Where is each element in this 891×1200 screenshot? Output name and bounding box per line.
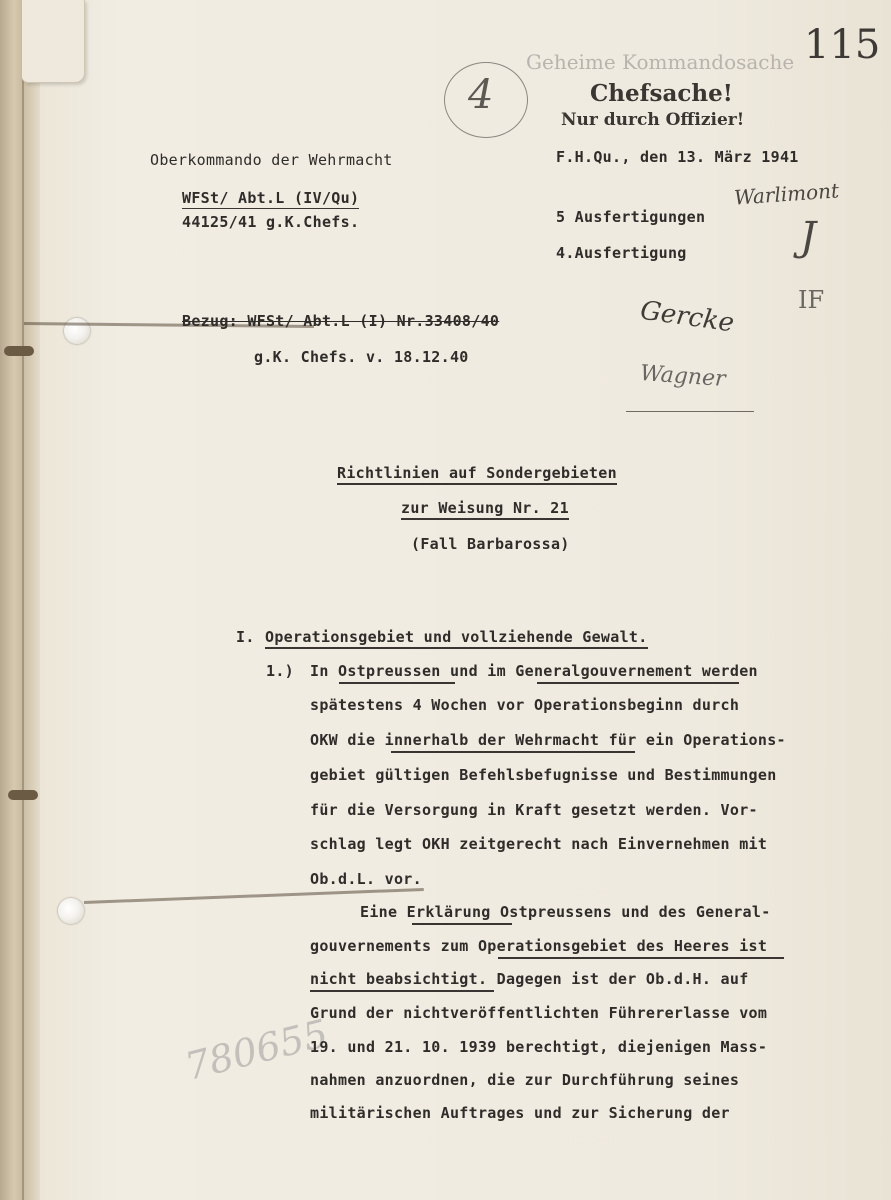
copy-number: 4.Ausfertigung [556,244,687,262]
officer-only-stamp: Nur durch Offizier! [561,110,745,130]
underline-ostpreussen [339,682,455,684]
para1-line-2: spätestens 4 Wochen vor Operationsbeginn durch [310,696,740,714]
binding-cord-2 [84,888,424,904]
sender-dept: WFSt/ Abt.L (IV/Qu) [182,189,360,207]
handwritten-note-if: IF [798,286,825,314]
title-line-2: zur Weisung Nr. 21 [401,499,569,517]
cord-knot-2 [8,790,38,800]
item-number: 1.) [266,662,294,680]
para1-line-1: In Ostpreussen und im Generalgouvernement werden [310,662,758,680]
punch-hole-2 [58,898,84,924]
para2-line-2: gouvernements zum Operationsgebiet des Heeres ist [310,937,768,955]
handwritten-signature-2: Gercke [638,295,736,339]
chefsache-stamp: Chefsache! [590,80,733,107]
reference-line-2: g.K. Chefs. v. 18.12.40 [254,348,469,366]
para1-line-6: schlag legt OKH zeitgerecht nach Einvernehmen mit [310,835,768,853]
handwritten-signature-1: Warlimont [733,178,840,210]
para2-line-5: 19. und 21. 10. 1939 berechtigt, diejenigen Mass- [310,1038,768,1056]
para2-line-7: militärischen Auftrages und zur Sicherung der [310,1104,730,1122]
para1-line-4: gebiet gültigen Befehlsbefugnisse und Bestimmungen [310,766,777,784]
binding-edge-line [22,0,24,1200]
para2-line-1: Eine Erklärung Ostpreussens und des General- [360,903,771,921]
sender-reference: 44125/41 g.K.Chefs. [182,213,360,231]
title-line-1: Richtlinien auf Sondergebieten [337,464,617,482]
classification-stamp: Geheime Kommandosache [526,50,795,74]
section-number: I. [236,628,255,646]
underline-generalgouvernement [537,682,739,684]
cord-knot-1 [4,346,34,356]
para2-line-3: nicht beabsichtigt. Dagegen ist der Ob.d.H. auf [310,970,749,988]
underline-erklaerung [412,923,512,925]
copies-total: 5 Ausfertigungen [556,208,706,226]
para2-line-6: nahmen anzuordnen, die zur Durchführung seines [310,1071,740,1089]
para2-line-4: Grund der nichtveröffentlichten Führererlasse vom [310,1004,768,1022]
binding-strip [0,0,40,1200]
reference-line-1: Bezug: WFSt/ Abt.L (I) Nr.33408/40 [182,312,500,330]
para1-line-7: Ob.d.L. vor. [310,870,422,888]
underline-innerhalb [391,751,635,753]
sender-org: Oberkommando der Wehrmacht [150,151,393,169]
circled-number: 4 [468,72,494,118]
place-date: F.H.Qu., den 13. März 1941 [556,148,799,166]
para1-line-5: für die Versorgung in Kraft gesetzt werden. Vor- [310,801,758,819]
underline-operationsgebiet [498,957,784,959]
handwritten-signature-3: Wagner [639,361,727,392]
folder-tab [22,0,85,83]
para1-line-3: OKW die innerhalb der Wehrmacht für ein Operations- [310,731,786,749]
archive-number: 780655 [180,1011,333,1089]
handwritten-initial: J [800,214,817,260]
title-line-3: (Fall Barbarossa) [411,535,570,553]
underline-nicht-beabsichtigt [310,990,494,992]
signature-underline [626,411,754,412]
section-heading: Operationsgebiet und vollziehende Gewalt. [265,628,648,646]
page-number: 115 [804,22,881,68]
